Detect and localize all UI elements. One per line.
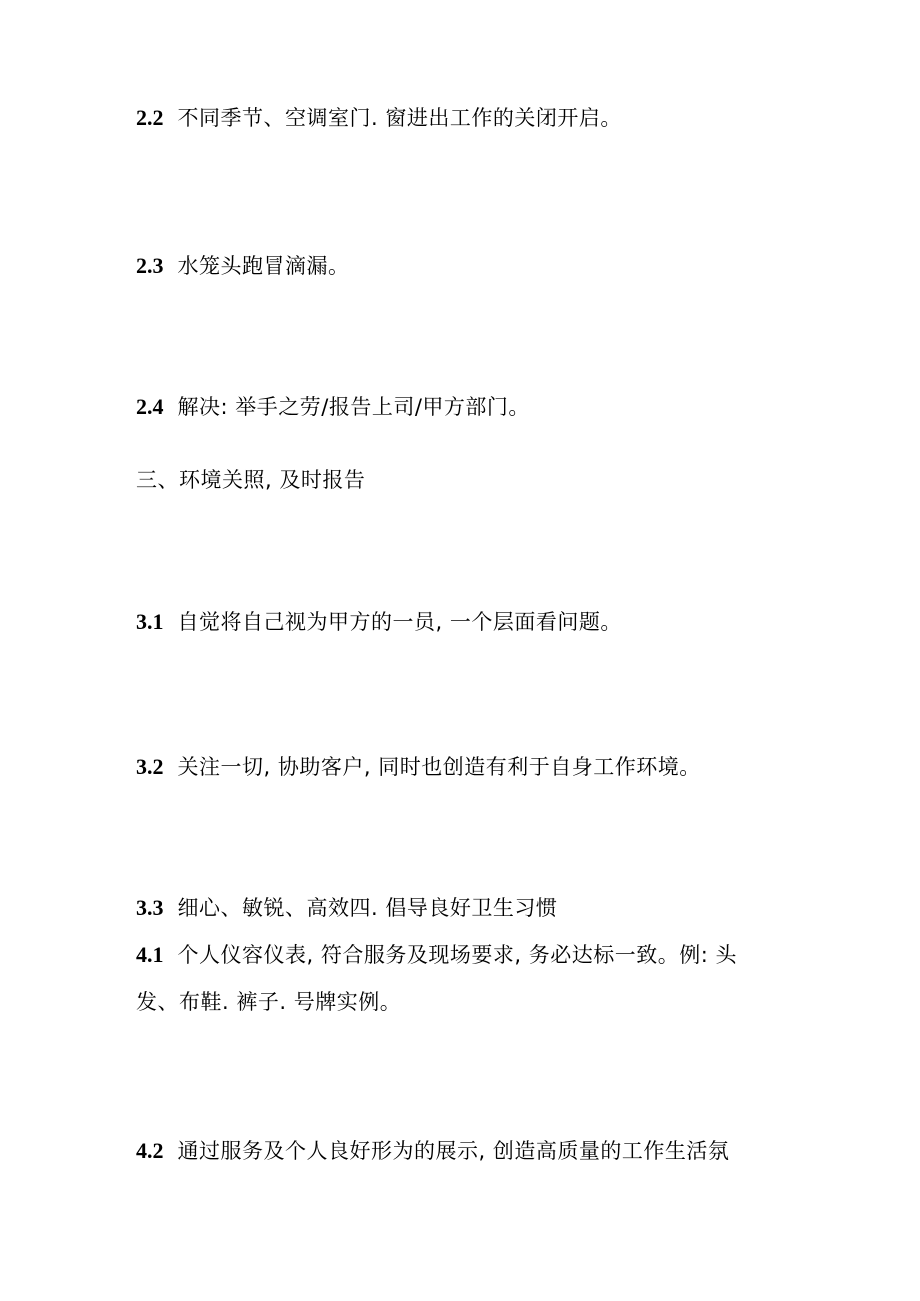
item-number: 4.1 [136,942,164,967]
paragraph-2-3 [136,251,786,281]
item-number: 3.3 [136,895,164,920]
paragraph-4-1-continued [136,987,786,1017]
item-text: 解决: 举手之劳/报告上司/甲方部门。 [177,395,530,419]
paragraph-2-4 [136,392,786,422]
paragraph-2-2 [136,103,786,133]
item-number: 2.3 [136,253,164,278]
item-number: 3.1 [136,609,164,634]
section-heading-text: 三、环境关照, 及时报告 [136,468,366,492]
paragraph-4-1 [136,940,786,970]
item-text: 不同季节、空调室门. 窗进出工作的关闭开启。 [177,106,622,130]
item-number: 3.2 [136,754,164,779]
section-heading-3 [136,465,786,495]
item-number: 2.2 [136,105,164,130]
paragraph-4-2 [136,1136,786,1166]
item-text: 发、布鞋. 裤子. 号牌实例。 [136,990,402,1014]
item-text: 细心、敏锐、高效四. 倡导良好卫生习惯 [177,896,558,920]
item-text: 通过服务及个人良好形为的展示, 创造高质量的工作生活氛 [177,1139,730,1163]
item-number: 2.4 [136,394,164,419]
item-number: 4.2 [136,1138,164,1163]
item-text: 水笼头跑冒滴漏。 [177,254,350,278]
item-text: 个人仪容仪表, 符合服务及现场要求, 务必达标一致。例: 头 [177,943,737,967]
paragraph-3-3 [136,893,786,923]
paragraph-3-1 [136,607,786,637]
paragraph-3-2 [136,752,786,782]
item-text: 自觉将自己视为甲方的一员, 一个层面看问题。 [177,610,622,634]
item-text: 关注一切, 协助客户, 同时也创造有利于自身工作环境。 [177,755,701,779]
